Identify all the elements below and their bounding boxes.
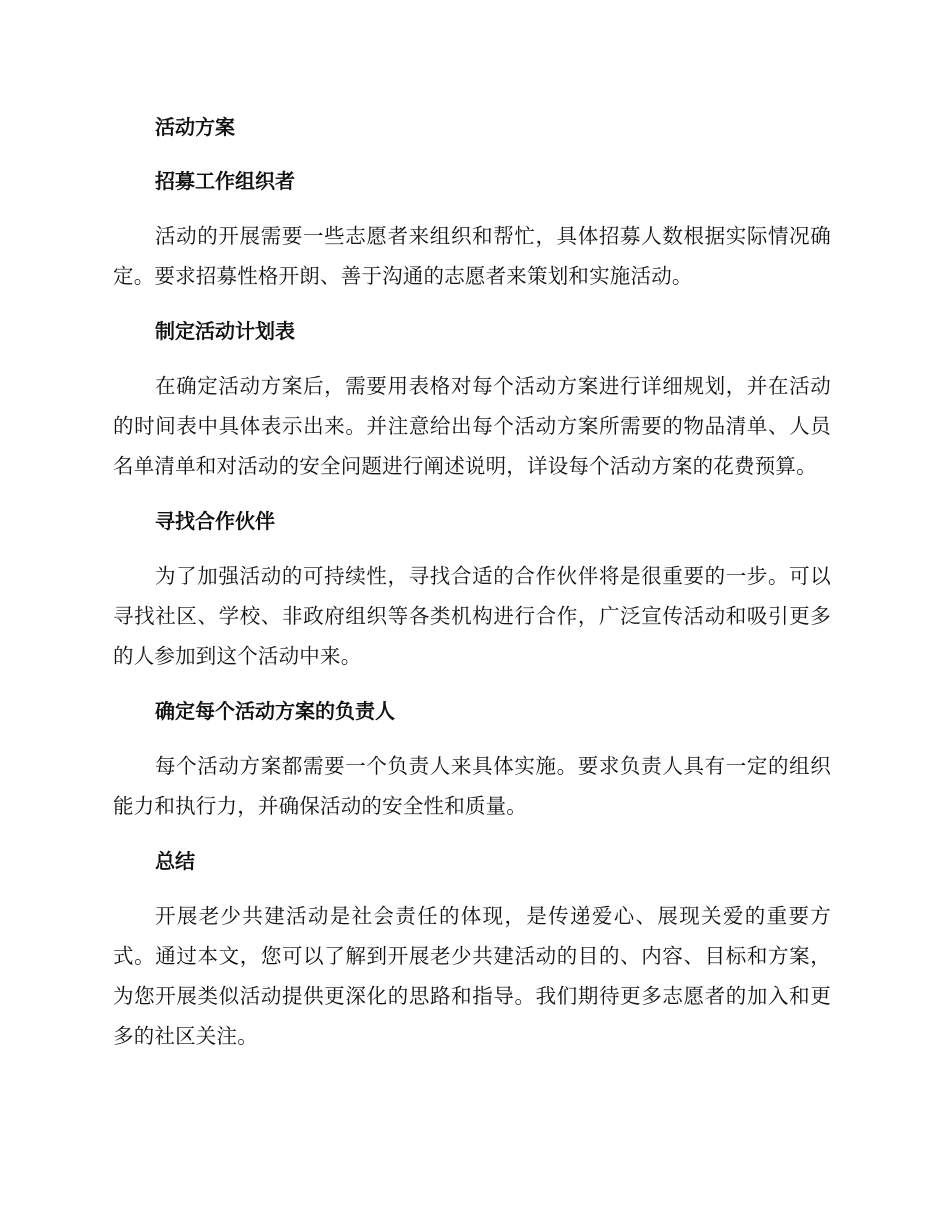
section-heading-owner: 确定每个活动方案的负责人 (155, 699, 395, 723)
section-heading-schedule: 制定活动计划表 (155, 319, 295, 343)
section-heading-plan: 活动方案 (155, 115, 235, 139)
section-body-owner: 每个活动方案都需要一个负责人来具体实施。要求负责人具有一定的组织能力和执行力，并确保活动的安全性和质量。 (113, 754, 831, 818)
section-body-recruit: 活动的开展需要一些志愿者来组织和帮忙，具体招募人数根据实际情况确定。要求招募性格开朗、善于沟通的志愿者来策划和实施活动。 (113, 224, 831, 288)
section-heading-summary: 总结 (155, 849, 195, 873)
section-body-summary: 开展老少共建活动是社会责任的体现，是传递爱心、展现关爱的重要方式。通过本文，您可以了解到开展老少共建活动的目的、内容、目标和方案，为您开展类似活动提供更深化的思路和指导。我们期待更多志愿者的加入和更多的社区关注。 (113, 904, 831, 1048)
section-body-partners: 为了加强活动的可持续性，寻找合适的合作伙伴将是很重要的一步。可以寻找社区、学校、非政府组织等各类机构进行合作，广泛宣传活动和吸引更多的人参加到这个活动中来。 (113, 564, 831, 668)
document-page (113, 108, 831, 1056)
section-heading-partners: 寻找合作伙伴 (155, 509, 275, 533)
section-body-schedule: 在确定活动方案后，需要用表格对每个活动方案进行详细规划，并在活动的时间表中具体表示出来。并注意给出每个活动方案所需要的物品清单、人员名单清单和对活动的安全问题进行阐述说明，详设每个活动方案的花费预算。 (113, 374, 831, 478)
section-heading-recruit: 招募工作组织者 (155, 169, 295, 193)
